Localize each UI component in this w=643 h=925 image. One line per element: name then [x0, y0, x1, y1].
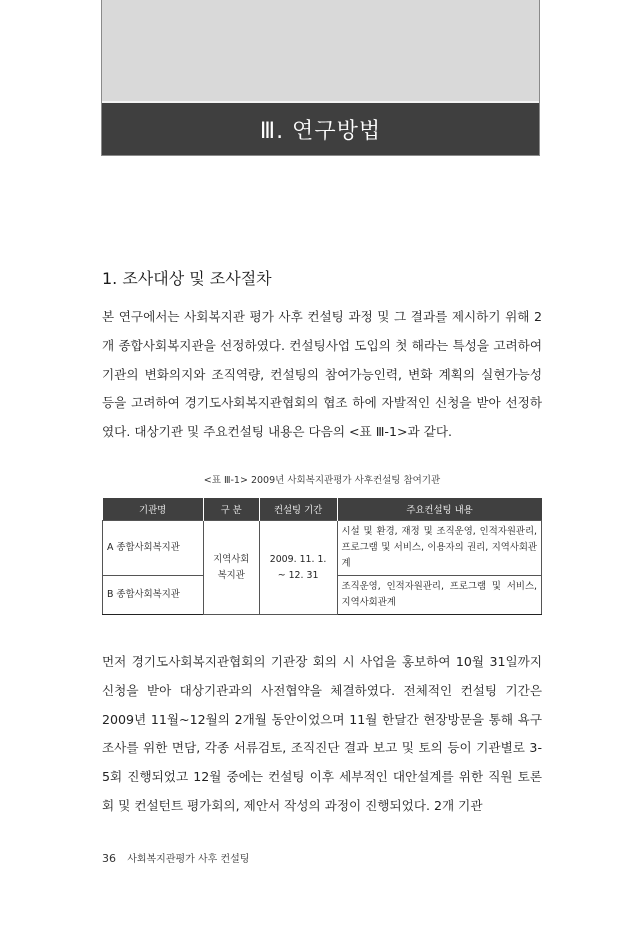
column-header: 기관명 — [103, 498, 204, 521]
table-header-row — [103, 498, 542, 521]
column-header: 구 분 — [203, 498, 259, 521]
chapter-header — [101, 0, 540, 156]
consulting-content: 조직운영, 인적자원관리, 프로그램 및 서비스, 지역사회관계 — [337, 576, 541, 615]
chapter-title-band — [102, 101, 539, 155]
body-paragraph-1: 본 연구에서는 사회복지관 평가 사후 컨설팅 과정 및 그 결과를 제시하기 위해 2개 종합사회복지관을 선정하였다. 컨설팅사업 도입의 첫 해라는 특성을 고려하여 기관의 변화의지와 조직역량, 컨설팅의 참여가능인력, 변화 계획의 실현가능성 등을 고려하여 경기도사회복지관협회의 협조 하에 자발적인 신청을 받아 선정하였다. 대상기관 및 주요컨설팅 내용은 다음의 <표 Ⅲ-1>과 같다. — [102, 309, 542, 440]
participant-table — [102, 498, 542, 615]
category-cell: 지역사회 복지관 — [203, 521, 259, 615]
body-paragraph-2: 먼저 경기도사회복지관협회의 기관장 회의 시 사업을 홍보하여 10월 31일까지 신청을 받아 대상기관과의 사전협약을 체결하였다. 전체적인 컨설팅 기간은 2009년 11월~12월의 2개월 동안이었으며 11월 한달간 현장방문을 통해 욕구조사를 위한 면담, 각종 서류검토, 조직진단 결과 보고 및 토의 등이 기관별로 3-5회 진행되었고 12월 중에는 컨설팅 이후 세부적인 대안설계를 위한 직원 토론회 및 컨설턴트 평가회의, 제안서 작성의 과정이 진행되었다. 2개 기관 — [102, 654, 542, 813]
institution-name: B 종합사회복지관 — [103, 576, 204, 615]
page-number: 36 — [102, 852, 116, 865]
page-footer — [102, 850, 249, 865]
period-start: 2009. 11. 1. — [269, 553, 327, 565]
running-title: 사회복지관평가 사후 컨설팅 — [127, 854, 250, 865]
column-header: 주요컨설팅 내용 — [337, 498, 541, 521]
chapter-title: Ⅲ. 연구방법 — [259, 118, 382, 144]
institution-name: A 종합사회복지관 — [103, 521, 204, 576]
consulting-content: 시설 및 환경, 재정 및 조직운영, 인적자원관리, 프로그램 및 서비스, 이용자의 권리, 지역사회관계 — [337, 521, 541, 576]
table-caption: <표 Ⅲ-1> 2009년 사회복지관평가 사후컨설팅 참여기관 — [203, 475, 441, 486]
section-heading: 1. 조사대상 및 조사절차 — [102, 269, 272, 288]
column-header: 컨설팅 기간 — [259, 498, 337, 521]
table-row — [103, 521, 542, 576]
period-end: ~ 12. 31 — [277, 569, 319, 581]
period-cell — [259, 521, 337, 615]
